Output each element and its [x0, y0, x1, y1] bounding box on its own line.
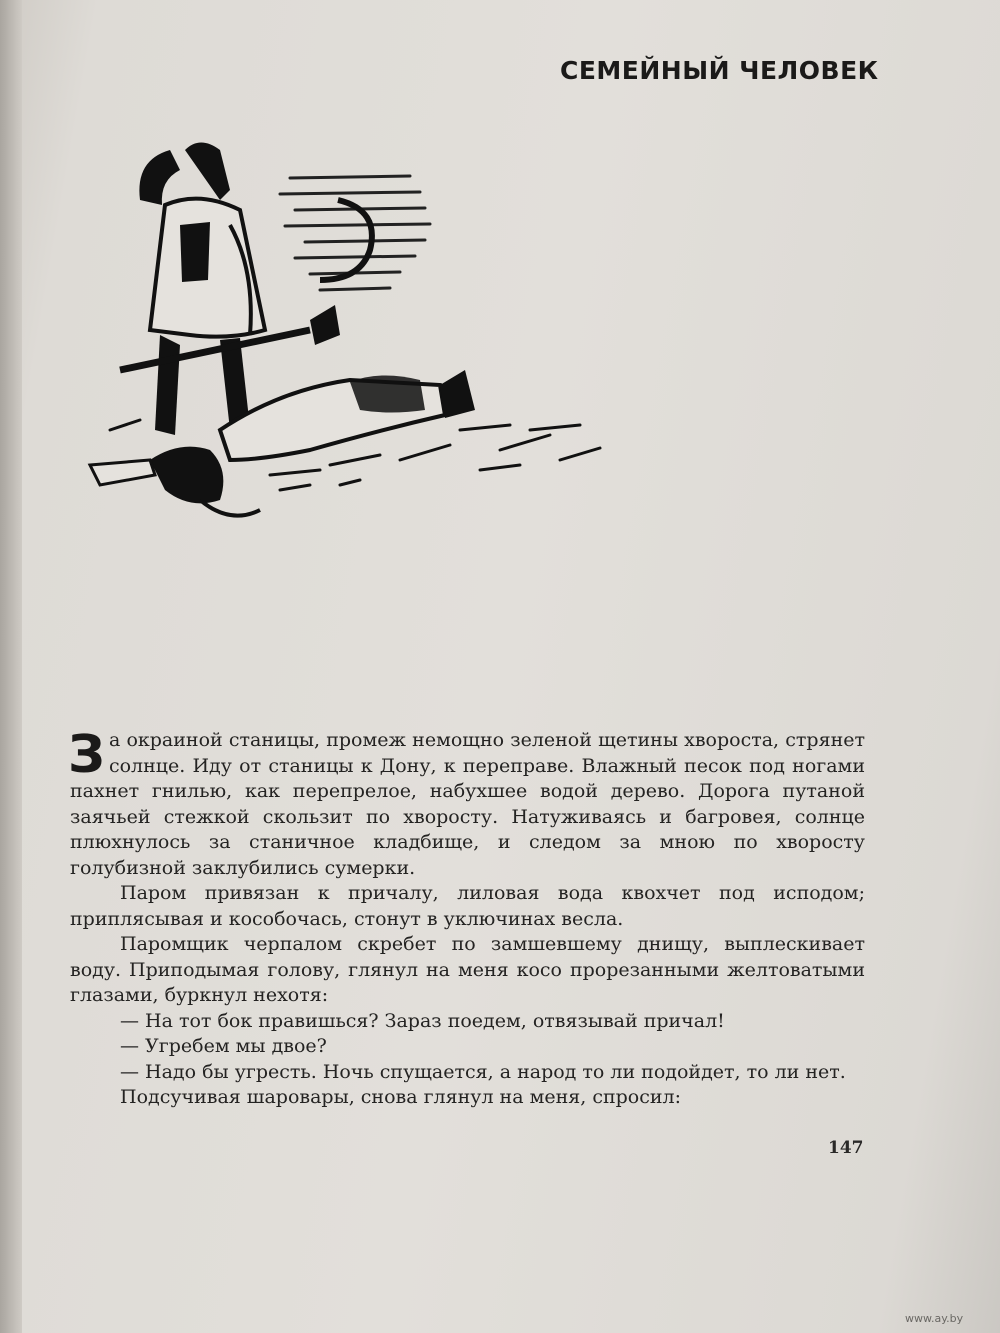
- dialogue-line-1: — На тот бок правишься? Зараз поедем, отвязывай причал!: [120, 1009, 725, 1032]
- paragraph-1: За окраиной станицы, промеж немощно зеленой щетины хвороста, стрянет солнце. Иду от станицы к Дону, к переправе. Влажный песок под ногами пахнет гнилью, как перепрелое, набухшее водой дерево. Дорога путаной заячьей стежкой скользит по хворосту. Натуживаясь и багровея, солнце плюхнулось за станичное кладбище, и следом за мною по хворосту голубизной заклубились сумерки.: [68, 725, 865, 879]
- dialogue-line-2: — Угребем мы двое?: [120, 1035, 327, 1057]
- paragraph-3: Паромщик черпалом скребет по замшевшему днищу, выплескивает воду. Приподымая голову, глянул на меня косо прорезанными желтоватыми глазами, буркнул нехотя:: [70, 933, 865, 1006]
- body-text: [68, 725, 865, 1111]
- page-number: 147: [828, 1138, 864, 1158]
- paragraph-2: Паром привязан к причалу, лиловая вода квохчет под исподом; приплясывая и кособочась, стонут в уключинах весла.: [70, 882, 865, 930]
- chapter-title: СЕМЕЙНЫЙ ЧЕЛОВЕК: [560, 56, 879, 85]
- watermark: www.ay.by: [905, 1312, 964, 1325]
- paragraph-4: Подсучивая шаровары, снова глянул на меня, спросил:: [120, 1086, 682, 1108]
- ink-drawing-illustration: [80, 130, 640, 550]
- dialogue-line-3: — Надо бы угресть. Ночь спущается, а народ то ли подойдет, то ли нет.: [120, 1060, 846, 1083]
- drop-cap: З: [68, 725, 105, 785]
- book-spine-shadow: [0, 0, 22, 1333]
